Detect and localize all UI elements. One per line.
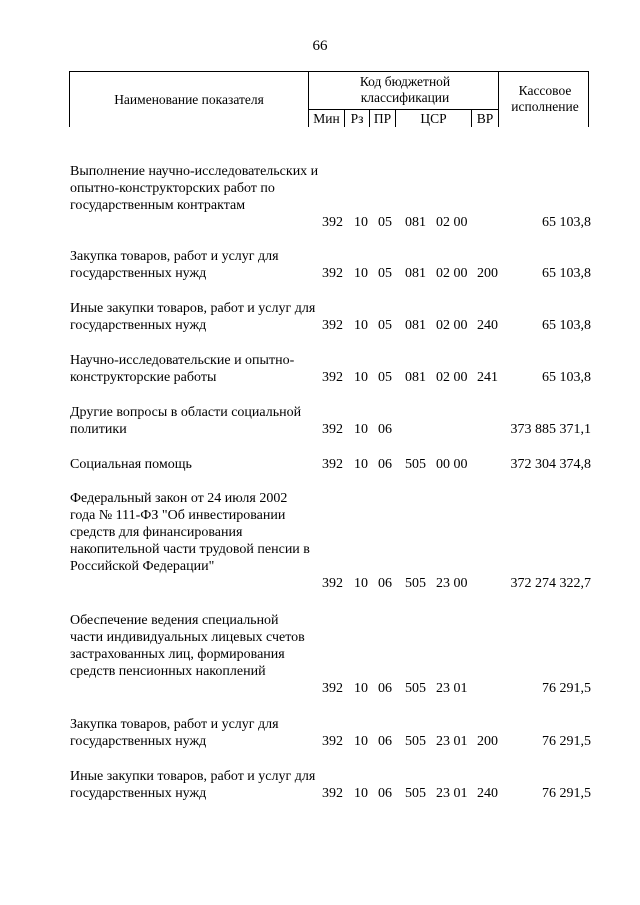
row-min: 392 bbox=[322, 786, 343, 801]
row-csr-2: 02 00 bbox=[436, 215, 468, 230]
row-name: Выполнение научно-исследовательских и опытно-конструкторских работ по государственным контрактам bbox=[70, 164, 319, 213]
header-code-group: Код бюджетной классификации bbox=[359, 74, 451, 105]
page-number: 66 bbox=[312, 38, 328, 54]
row-name: Закупка товаров, работ и услуг для государственных нужд bbox=[70, 249, 279, 281]
row-csr-1: 505 bbox=[405, 681, 426, 696]
header-name-column: Наименование показателя bbox=[114, 92, 264, 107]
row-amount: 65 103,8 bbox=[542, 266, 591, 281]
header-col-csr: ЦСР bbox=[420, 111, 447, 126]
header-amount-column: Кассовое исполнение bbox=[511, 83, 579, 114]
row-vr: 241 bbox=[477, 370, 498, 385]
row-min: 392 bbox=[322, 370, 343, 385]
row-pr: 06 bbox=[378, 734, 392, 749]
row-pr: 05 bbox=[378, 370, 392, 385]
row-amount: 65 103,8 bbox=[542, 370, 591, 385]
row-pr: 05 bbox=[378, 266, 392, 281]
row-csr-2: 23 01 bbox=[436, 786, 468, 801]
row-rz: 10 bbox=[354, 266, 368, 281]
row-csr-1: 505 bbox=[405, 786, 426, 801]
row-csr-2: 02 00 bbox=[436, 266, 468, 281]
row-amount: 65 103,8 bbox=[542, 318, 591, 333]
row-amount: 76 291,5 bbox=[542, 681, 591, 696]
row-min: 392 bbox=[322, 422, 343, 437]
row-rz: 10 bbox=[354, 576, 368, 591]
row-csr-1: 081 bbox=[405, 215, 426, 230]
row-min: 392 bbox=[322, 681, 343, 696]
row-csr-2: 23 01 bbox=[436, 734, 468, 749]
row-csr-1: 505 bbox=[405, 457, 426, 472]
row-name: Иные закупки товаров, работ и услуг для государственных нужд bbox=[70, 301, 316, 333]
row-rz: 10 bbox=[354, 422, 368, 437]
row-pr: 06 bbox=[378, 681, 392, 696]
row-csr-2: 23 01 bbox=[436, 681, 468, 696]
header-col-pr: ПР bbox=[373, 111, 392, 126]
row-rz: 10 bbox=[354, 215, 368, 230]
row-csr-1: 081 bbox=[405, 266, 426, 281]
row-csr-1: 081 bbox=[405, 318, 426, 333]
row-csr-2: 00 00 bbox=[436, 457, 468, 472]
row-pr: 06 bbox=[378, 786, 392, 801]
row-rz: 10 bbox=[354, 318, 368, 333]
row-min: 392 bbox=[322, 576, 343, 591]
row-csr-2: 23 00 bbox=[436, 576, 468, 591]
row-rz: 10 bbox=[354, 681, 368, 696]
row-pr: 06 bbox=[378, 422, 392, 437]
row-pr: 06 bbox=[378, 576, 392, 591]
row-min: 392 bbox=[322, 457, 343, 472]
row-pr: 05 bbox=[378, 318, 392, 333]
row-vr: 200 bbox=[477, 734, 498, 749]
row-name: Другие вопросы в области социальной политики bbox=[70, 405, 302, 437]
header-col-min: Мин bbox=[313, 111, 340, 126]
row-name: Социальная помощь bbox=[70, 457, 192, 472]
header-col-rz: Рз bbox=[350, 111, 364, 126]
row-amount: 372 274 322,7 bbox=[510, 576, 591, 591]
row-pr: 06 bbox=[378, 457, 392, 472]
row-amount: 372 304 374,8 bbox=[510, 457, 591, 472]
row-name: Иные закупки товаров, работ и услуг для государственных нужд bbox=[70, 769, 316, 801]
row-min: 392 bbox=[322, 215, 343, 230]
header-divider-amount bbox=[498, 71, 499, 127]
row-rz: 10 bbox=[354, 786, 368, 801]
row-csr-1: 505 bbox=[405, 576, 426, 591]
row-rz: 10 bbox=[354, 457, 368, 472]
row-vr: 240 bbox=[477, 318, 498, 333]
row-csr-1: 505 bbox=[405, 734, 426, 749]
row-rz: 10 bbox=[354, 370, 368, 385]
row-amount: 373 885 371,1 bbox=[510, 422, 591, 437]
row-csr-2: 02 00 bbox=[436, 370, 468, 385]
row-vr: 240 bbox=[477, 786, 498, 801]
row-csr-1: 081 bbox=[405, 370, 426, 385]
row-amount: 65 103,8 bbox=[542, 215, 591, 230]
header-col-vr: ВР bbox=[476, 111, 494, 126]
row-amount: 76 291,5 bbox=[542, 734, 591, 749]
row-min: 392 bbox=[322, 318, 343, 333]
row-name: Обеспечение ведения специальной части индивидуальных лицевых счетов застрахованных лиц, формирования средств пенсионных накоплений bbox=[70, 613, 305, 679]
header-top-border bbox=[69, 71, 589, 72]
row-min: 392 bbox=[322, 734, 343, 749]
row-name: Федеральный закон от 24 июля 2002 года № 111-ФЗ "Об инвестировании средств для финансирования накопительной части трудовой пенсии в Российской Федерации" bbox=[70, 491, 310, 574]
row-name: Закупка товаров, работ и услуг для государственных нужд bbox=[70, 717, 279, 749]
row-rz: 10 bbox=[354, 734, 368, 749]
row-amount: 76 291,5 bbox=[542, 786, 591, 801]
row-min: 392 bbox=[322, 266, 343, 281]
row-csr-2: 02 00 bbox=[436, 318, 468, 333]
row-vr: 200 bbox=[477, 266, 498, 281]
header-right-border bbox=[588, 71, 589, 127]
row-name: Научно-исследовательские и опытно-конструкторские работы bbox=[70, 353, 295, 385]
row-pr: 05 bbox=[378, 215, 392, 230]
